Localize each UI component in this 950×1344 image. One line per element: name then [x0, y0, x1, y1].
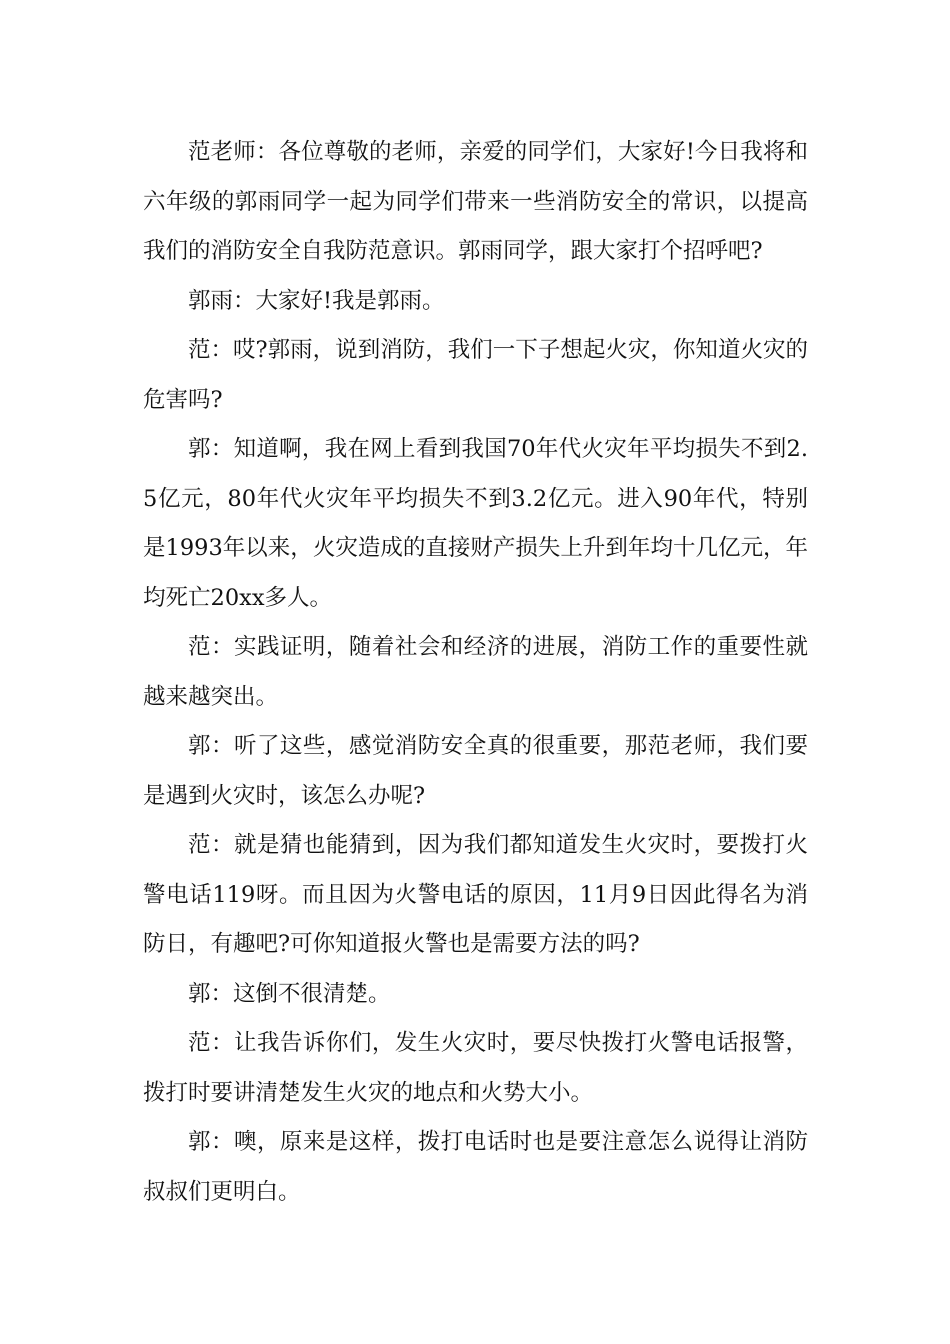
paragraph: 郭雨：大家好!我是郭雨。 — [188, 287, 445, 314]
document-body — [143, 128, 808, 1217]
paragraph: 范老师：各位尊敬的老师，亲爱的同学们，大家好!今日我将和六年级的郭雨同学一起为同学们带来一些消防安全的常识，以提高我们的消防安全自我防范意识。郭雨同学，跟大家打个招呼吧? — [143, 139, 808, 264]
paragraph: 郭：噢，原来是这样，拨打电话时也是要注意怎么说得让消防叔叔们更明白。 — [143, 1129, 808, 1205]
paragraph: 范：就是猜也能猜到，因为我们都知道发生火灾时，要拨打火警电话119呀。而且因为火警电话的原因，11月9日因此得名为消防日，有趣吧?可你知道报火警也是需要方法的吗? — [143, 832, 808, 957]
paragraph: 郭：听了这些，感觉消防安全真的很重要，那范老师，我们要是遇到火灾时，该怎么办呢? — [143, 733, 808, 809]
paragraph: 郭：知道啊，我在网上看到我国70年代火灾年平均损失不到2.5亿元，80年代火灾年平均损失不到3.2亿元。进入90年代，特别是1993年以来，火灾造成的直接财产损失上升到年均十几亿元，年均死亡20xx多人。 — [143, 436, 808, 611]
paragraph: 郭：这倒不很清楚。 — [188, 980, 391, 1007]
paragraph: 范：让我告诉你们，发生火灾时，要尽快拨打火警电话报警，拨打时要讲清楚发生火灾的地点和火势大小。 — [143, 1030, 808, 1106]
paragraph: 范：哎?郭雨，说到消防，我们一下子想起火灾，你知道火灾的危害吗? — [143, 337, 808, 413]
paragraph: 范：实践证明，随着社会和经济的进展，消防工作的重要性就越来越突出。 — [143, 634, 808, 710]
